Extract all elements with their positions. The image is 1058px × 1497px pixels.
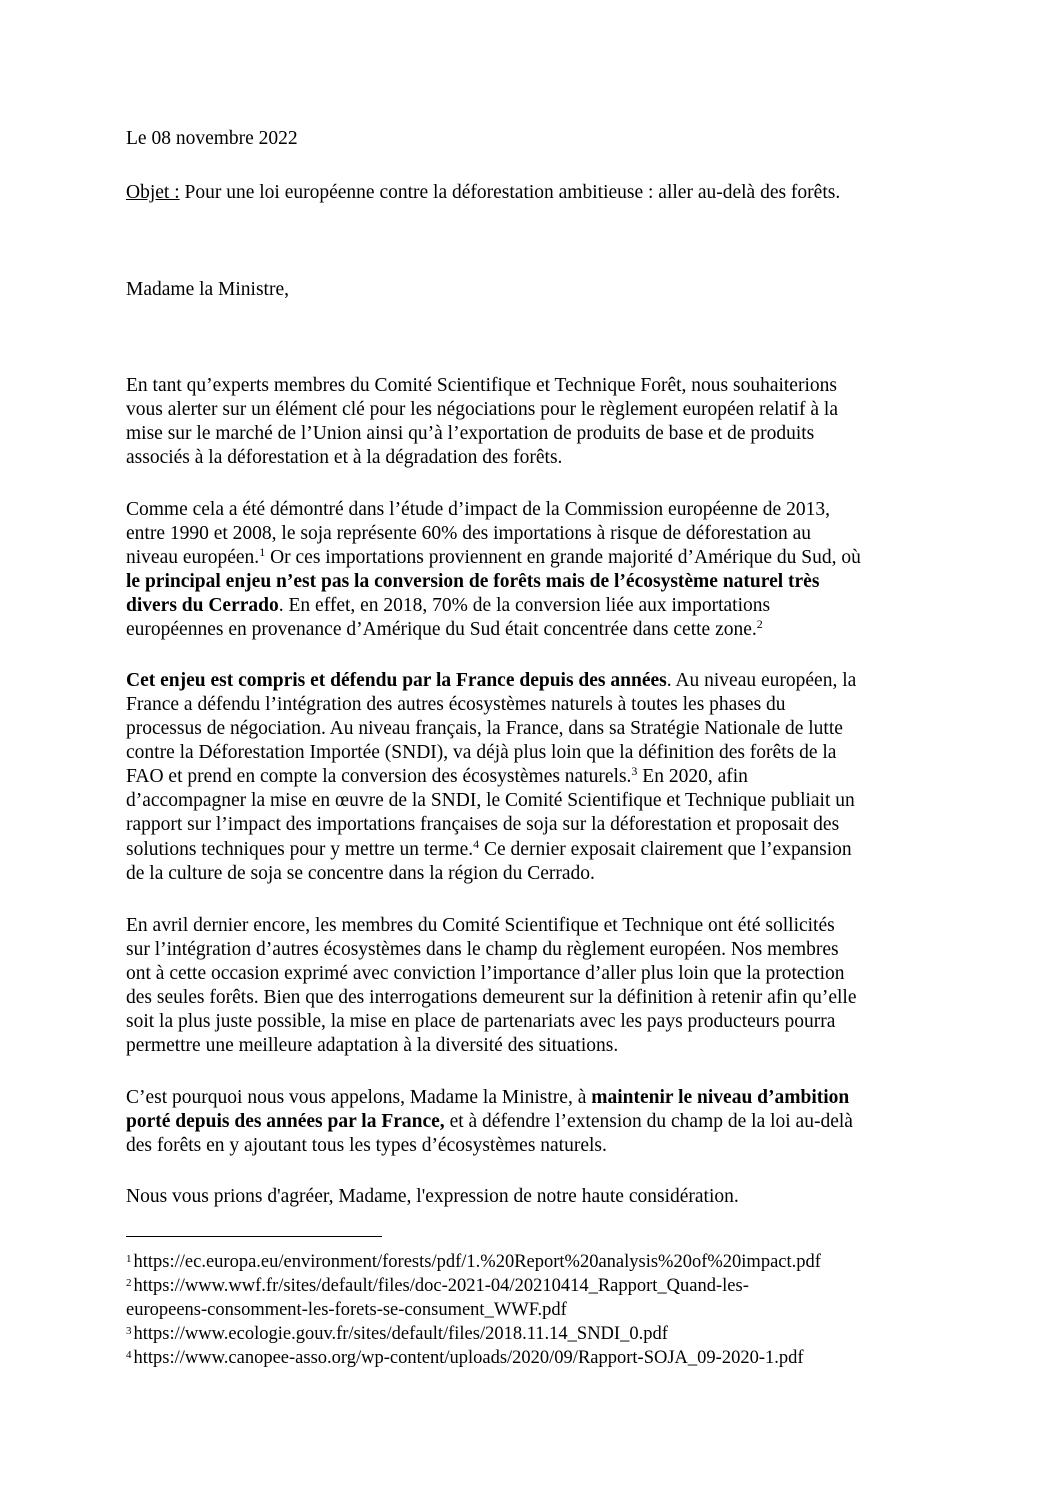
paragraph-5-line: des forêts en y ajoutant tous les types d’écosystèmes naturels.: [126, 1135, 607, 1156]
footnote-separator: [126, 1236, 382, 1237]
footnote-link[interactable]: https://www.wwf.fr/sites/default/files/doc-2021-04/20210414_Rapport_Quand-les-: [133, 1276, 749, 1296]
text-segment: solutions techniques pour y mettre un terme.: [126, 839, 474, 860]
footnote-ref: 2: [756, 617, 763, 631]
footnote-4: [126, 1346, 804, 1370]
footnote-2-continuation[interactable]: europeens-consomment-les-forets-se-consument_WWF.pdf: [126, 1300, 567, 1320]
text-segment: FAO et prend en compte la conversion des écosystèmes naturels.: [126, 766, 632, 787]
paragraph-2-line: [126, 570, 819, 594]
paragraph-3-line: de la culture de soja se concentre dans la région du Cerrado.: [126, 863, 595, 884]
paragraph-4-line: soit la plus juste possible, la mise en place de partenariats avec les pays producteurs pourra: [126, 1011, 836, 1032]
text-segment: Ce dernier exposait clairement que l’expansion: [479, 839, 852, 860]
text-segment: C’est pourquoi nous vous appelons, Madame la Ministre, à: [126, 1087, 592, 1108]
bold-text: maintenir le niveau d’ambition: [591, 1087, 850, 1108]
paragraph-4-line: En avril dernier encore, les membres du Comité Scientifique et Technique ont été sollicités: [126, 915, 835, 936]
text-segment: européennes en provenance d’Amérique du Sud était concentrée dans cette zone.: [126, 619, 757, 640]
footnote-ref: 4: [473, 837, 480, 851]
text-segment: Or ces importations proviennent en grande majorité d’Amérique du Sud, où: [265, 547, 861, 568]
text-segment: . En effet, en 2018, 70% de la conversion liée aux importations: [278, 595, 771, 616]
subject-text: Pour une loi européenne contre la déforestation ambitieuse : aller au-delà des forêts.: [179, 182, 841, 203]
footnote-mark: 2: [126, 1277, 132, 1289]
subject-label: Objet :: [126, 182, 180, 203]
paragraph-3-line: contre la Déforestation Importée (SNDI), va déjà plus loin que la définition des forêts de la: [126, 742, 837, 763]
subject-line: [126, 181, 840, 205]
text-segment: . Au niveau européen, la: [666, 670, 857, 691]
footnote-link[interactable]: https://ec.europa.eu/environment/forests/pdf/1.%20Report%20analysis%20of%20impact.pdf: [133, 1252, 821, 1272]
closing-line: Nous vous prions d'agréer, Madame, l'expression de notre haute considération.: [126, 1186, 739, 1207]
bold-text: porté depuis des années par la France,: [126, 1111, 445, 1132]
paragraph-2-line: [126, 546, 861, 570]
footnote-mark: 3: [126, 1325, 132, 1337]
paragraph-3-line: rapport sur l’impact des importations françaises de soja sur la déforestation et proposait des: [126, 814, 840, 835]
paragraph-3-line: d’accompagner la mise en œuvre de la SNDI, le Comité Scientifique et Technique publiait un: [126, 790, 855, 811]
text-segment: niveau européen.: [126, 547, 260, 568]
paragraph-3-line: [126, 838, 852, 862]
footnote-mark: 4: [126, 1349, 132, 1361]
paragraph-2-line: [126, 594, 770, 618]
paragraph-4-line: des seules forêts. Bien que des interrogations demeurent sur la définition à retenir afin qu’elle: [126, 987, 857, 1008]
paragraph-4-line: sur l’intégration d’autres écosystèmes dans le champ du règlement européen. Nos membres: [126, 939, 839, 960]
bold-text: Cet enjeu est compris et défendu par la France depuis des années: [126, 670, 667, 691]
paragraph-3-line: [126, 669, 856, 693]
paragraph-2-line: [126, 618, 763, 642]
footnote-2: [126, 1274, 749, 1298]
paragraph-4-line: ont à cette occasion exprimé avec conviction l’importance d’aller plus loin que la protection: [126, 963, 845, 984]
paragraph-5-line: [126, 1110, 853, 1134]
paragraph-5-line: [126, 1086, 849, 1110]
footnote-ref: 3: [631, 764, 638, 778]
footnote-link[interactable]: https://www.ecologie.gouv.fr/sites/default/files/2018.11.14_SNDI_0.pdf: [133, 1324, 668, 1344]
paragraph-3-line: France a défendu l’intégration des autres écosystèmes naturels à toutes les phases du: [126, 694, 786, 715]
footnote-link[interactable]: https://www.canopee-asso.org/wp-content/uploads/2020/09/Rapport-SOJA_09-2020-1.pdf: [133, 1348, 804, 1368]
letter-date: Le 08 novembre 2022: [126, 128, 298, 149]
paragraph-2-line: entre 1990 et 2008, le soja représente 60% des importations à risque de déforestation au: [126, 523, 811, 544]
text-segment: En 2020, afin: [637, 766, 748, 787]
paragraph-3-line: [126, 765, 748, 789]
footnote-3: [126, 1322, 668, 1346]
paragraph-1-line: associés à la déforestation et à la dégradation des forêts.: [126, 447, 563, 468]
paragraph-2-line: Comme cela a été démontré dans l’étude d’impact de la Commission européenne de 2013,: [126, 499, 830, 520]
paragraph-1-line: En tant qu’experts membres du Comité Scientifique et Technique Forêt, nous souhaiterions: [126, 375, 837, 396]
paragraph-1-line: mise sur le marché de l’Union ainsi qu’à l’exportation de produits de base et de produits: [126, 423, 815, 444]
footnote-ref: 1: [259, 545, 266, 559]
bold-text: le principal enjeu n’est pas la conversion de forêts mais de l’écosystème naturel très: [126, 571, 820, 592]
paragraph-3-line: processus de négociation. Au niveau français, la France, dans sa Stratégie Nationale de lutte: [126, 718, 843, 739]
text-segment: et à défendre l’extension du champ de la loi au-delà: [444, 1111, 853, 1132]
salutation: Madame la Ministre,: [126, 279, 289, 300]
footnote-mark: 1: [126, 1253, 132, 1265]
footnote-1: [126, 1250, 821, 1274]
paragraph-4-line: permettre une meilleure adaptation à la diversité des situations.: [126, 1035, 619, 1056]
paragraph-1-line: vous alerter sur un élément clé pour les négociations pour le règlement européen relatif à la: [126, 399, 839, 420]
bold-text: divers du Cerrado: [126, 595, 279, 616]
